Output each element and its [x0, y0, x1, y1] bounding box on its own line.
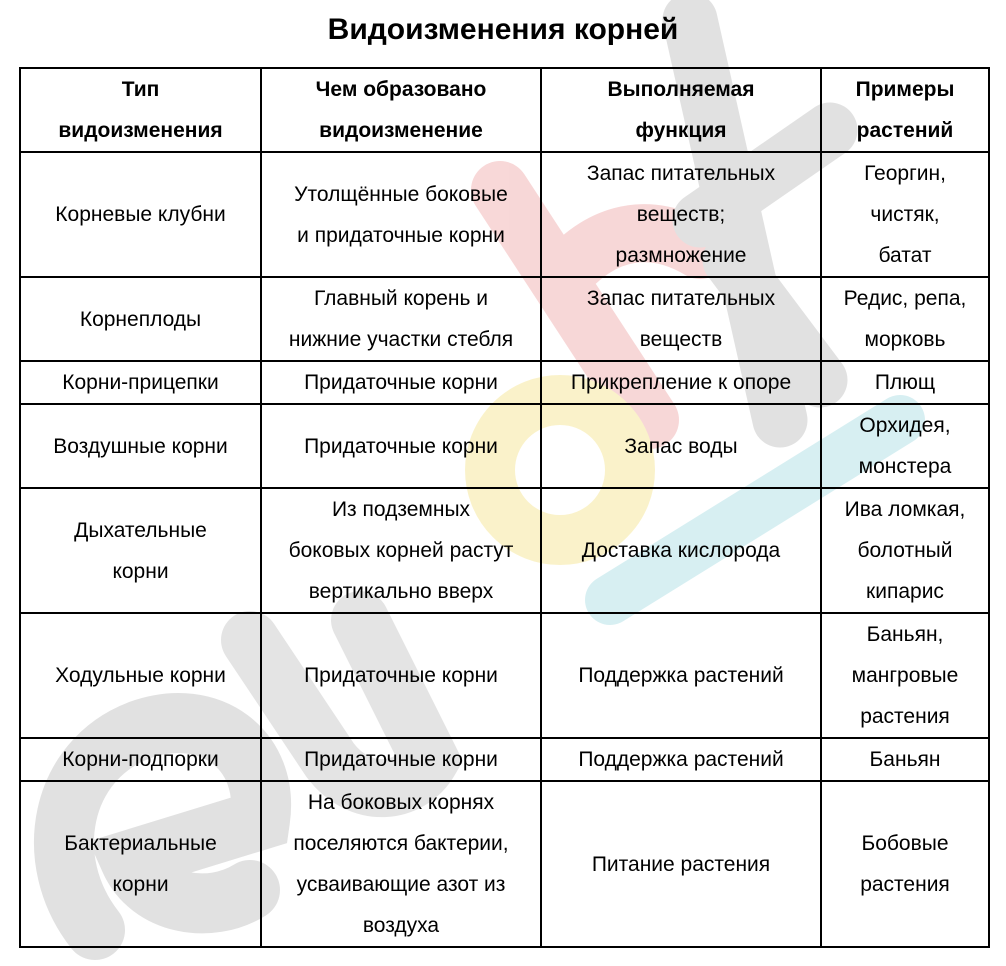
- table-row: [20, 738, 989, 781]
- page-title: Видоизменения корней: [327, 13, 679, 46]
- cell-examples: Редис, репа, морковь: [821, 277, 989, 361]
- cell-function: Запас питательных веществ; размножение: [541, 152, 821, 277]
- table-row: [20, 277, 989, 361]
- cell-function: Запас питательных веществ: [541, 277, 821, 361]
- cell-type: Бактериальные корни: [20, 781, 261, 947]
- cell-formed-by: Придаточные корни: [261, 738, 541, 781]
- cell-examples: Орхидея, монстера: [821, 404, 989, 488]
- table-row: [20, 613, 989, 738]
- cell-examples: Баньян: [821, 738, 989, 781]
- cell-function: Поддержка растений: [541, 613, 821, 738]
- table-row: [20, 361, 989, 404]
- cell-examples: Георгин, чистяк, батат: [821, 152, 989, 277]
- header-type: Тип видоизменения: [20, 68, 261, 152]
- cell-function: Доставка кислорода: [541, 488, 821, 613]
- cell-type: Ходульные корни: [20, 613, 261, 738]
- roots-table: [19, 67, 990, 948]
- cell-examples: Бобовые растения: [821, 781, 989, 947]
- cell-type: Корневые клубни: [20, 152, 261, 277]
- cell-formed-by: Придаточные корни: [261, 613, 541, 738]
- header-examples: Примеры растений: [821, 68, 989, 152]
- cell-function: Прикрепление к опоре: [541, 361, 821, 404]
- table-row: [20, 152, 989, 277]
- header-formed-by: Чем образовано видоизменение: [261, 68, 541, 152]
- cell-function: Питание растения: [541, 781, 821, 947]
- table-row: [20, 781, 989, 947]
- cell-formed-by: Утолщённые боковые и придаточные корни: [261, 152, 541, 277]
- cell-formed-by: Придаточные корни: [261, 361, 541, 404]
- cell-type: Корни-подпорки: [20, 738, 261, 781]
- table-header-row: [20, 68, 989, 152]
- header-function: Выполняемая функция: [541, 68, 821, 152]
- cell-examples: Плющ: [821, 361, 989, 404]
- cell-function: Запас воды: [541, 404, 821, 488]
- cell-type: Корнеплоды: [20, 277, 261, 361]
- cell-formed-by: Придаточные корни: [261, 404, 541, 488]
- cell-type: Корни-прицепки: [20, 361, 261, 404]
- cell-function: Поддержка растений: [541, 738, 821, 781]
- cell-formed-by: На боковых корнях поселяются бактерии, усваивающие азот из воздуха: [261, 781, 541, 947]
- cell-examples: Ива ломкая, болотный кипарис: [821, 488, 989, 613]
- table-row: [20, 404, 989, 488]
- cell-examples: Баньян, мангровые растения: [821, 613, 989, 738]
- cell-type: Дыхательные корни: [20, 488, 261, 613]
- cell-type: Воздушные корни: [20, 404, 261, 488]
- cell-formed-by: Из подземных боковых корней растут вертикально вверх: [261, 488, 541, 613]
- table-row: [20, 488, 989, 613]
- cell-formed-by: Главный корень и нижние участки стебля: [261, 277, 541, 361]
